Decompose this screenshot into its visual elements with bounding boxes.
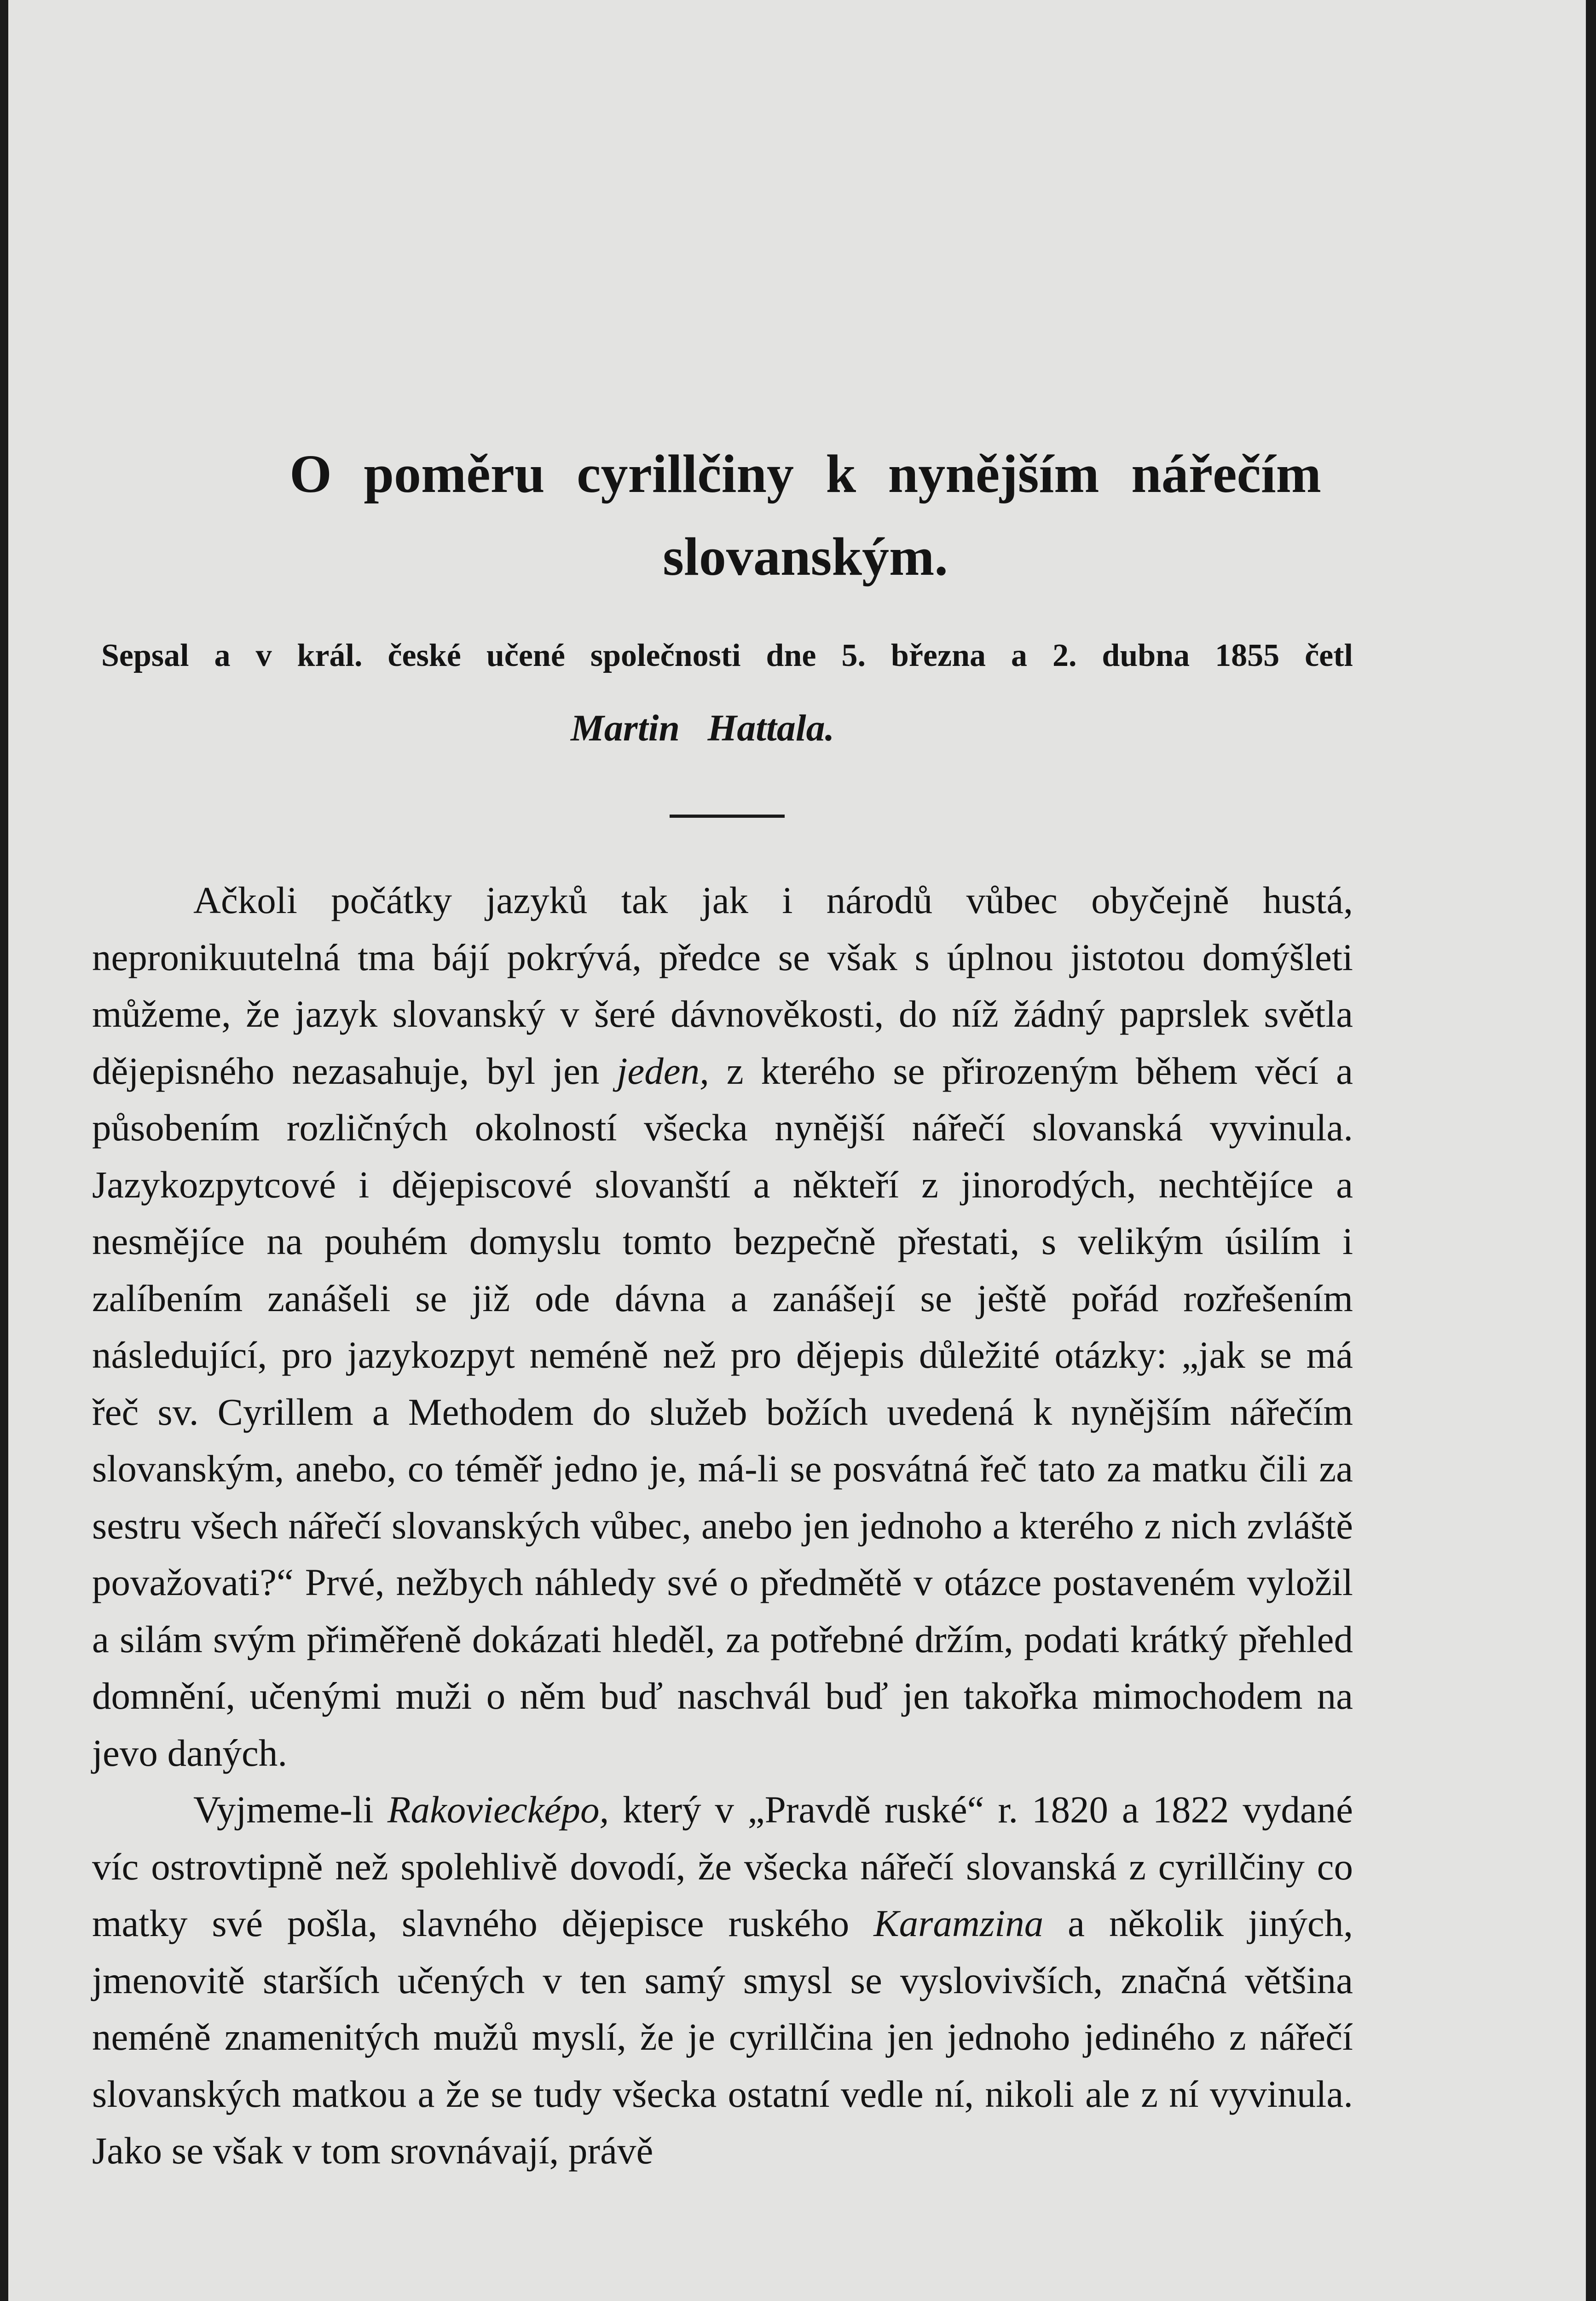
article-body bbox=[92, 872, 1353, 2180]
author-name: Martin Hattala. bbox=[571, 707, 835, 749]
scan-edge-right bbox=[1586, 0, 1596, 2301]
section-divider bbox=[670, 815, 785, 818]
paragraph-2 bbox=[92, 1781, 1353, 2180]
byline: Sepsal a v král. české učené společnosti dne 5. března a 2. dubna 1855 četl bbox=[101, 638, 1353, 673]
paragraph-2-text-c: a několik jiných, jmenovitě starších učených v ten samý smysl se vyslovivších, značná většina neméně znamenitých mužů myslí, že je cyrillčina jen jednoho jediného z nářečí slovanských matkou a že se tudy všecka ostatní vedle ní, nikoli ale z ní vyvinula. Jako se však v tom srovnávají, právě bbox=[92, 1902, 1353, 2172]
emphasis-karamzin: Karamzina bbox=[873, 1902, 1044, 1944]
paragraph-1-text-b: z kterého se přirozeným během věcí a působením rozličných okolností všecka nynější nářečí slovanská vyvinula. Jazykozpytcové i dějepiscové slovanští a někteří z jinorodých, nechtějíce a nesmějíce na pouhém domyslu tomto bezpečně přestati, s velikým úsilím i zalíbením zanášeli se již ode dávna a zanášejí se ještě pořád rozřešením následující, pro jazykozpyt neméně než pro dějepis důležité otázky: „jak se má řeč sv. Cyrillem a Methodem do služeb božích uvedená k nynějším nářečím slovanským, anebo, co téměř jedno je, má-li se posvátná řeč tato za matku čili za sestru všech nářečí slovanských vůbec, anebo jen jednoho a kterého z nich zvláště považovati?“ Prvé, nežbych náhledy své o předmětě v otázce postaveném vyložil a silám svým přiměřeně dokázati hleděl, za potřebné držím, podati krátký přehled domnění, učenými muži o něm buď naschvál buď jen takořka mimochodem na jevo daných. bbox=[92, 1049, 1353, 1774]
paragraph-2-text-a: Vyjmeme-li bbox=[193, 1788, 374, 1831]
paragraph-1 bbox=[92, 872, 1353, 1781]
scan-edge-left bbox=[0, 0, 8, 2301]
article-title bbox=[138, 433, 1473, 598]
paragraph-2-text-b: který v „Pravdě ruské“ r. 1820 a 1822 vydané víc ostrovtipně než spolehlivě dovodí, že všecka nářečí slovanská z cyrillčiny co matky své pošla, slavného dějepisce ruského bbox=[92, 1788, 1353, 1944]
title-line-1: O poměru cyrillčiny k nynějším nářečím bbox=[289, 444, 1321, 504]
emphasis-jeden: jeden, bbox=[617, 1049, 709, 1092]
emphasis-rakoviecky: Rakoviecképo, bbox=[387, 1788, 609, 1831]
title-line-2: slovanským. bbox=[663, 526, 948, 587]
paragraph-1-text-a: Ačkoli počátky jazyků tak jak i národů vůbec obyčejně hustá, nepronikuutelná tma bájí pokrývá, předce se však s úplnou jistotou domýšleti můžeme, že jazyk slovanský v šeré dávnověkosti, do níž žádný paprslek světla dějepisného nezasahuje, byl jen bbox=[92, 879, 1353, 1092]
